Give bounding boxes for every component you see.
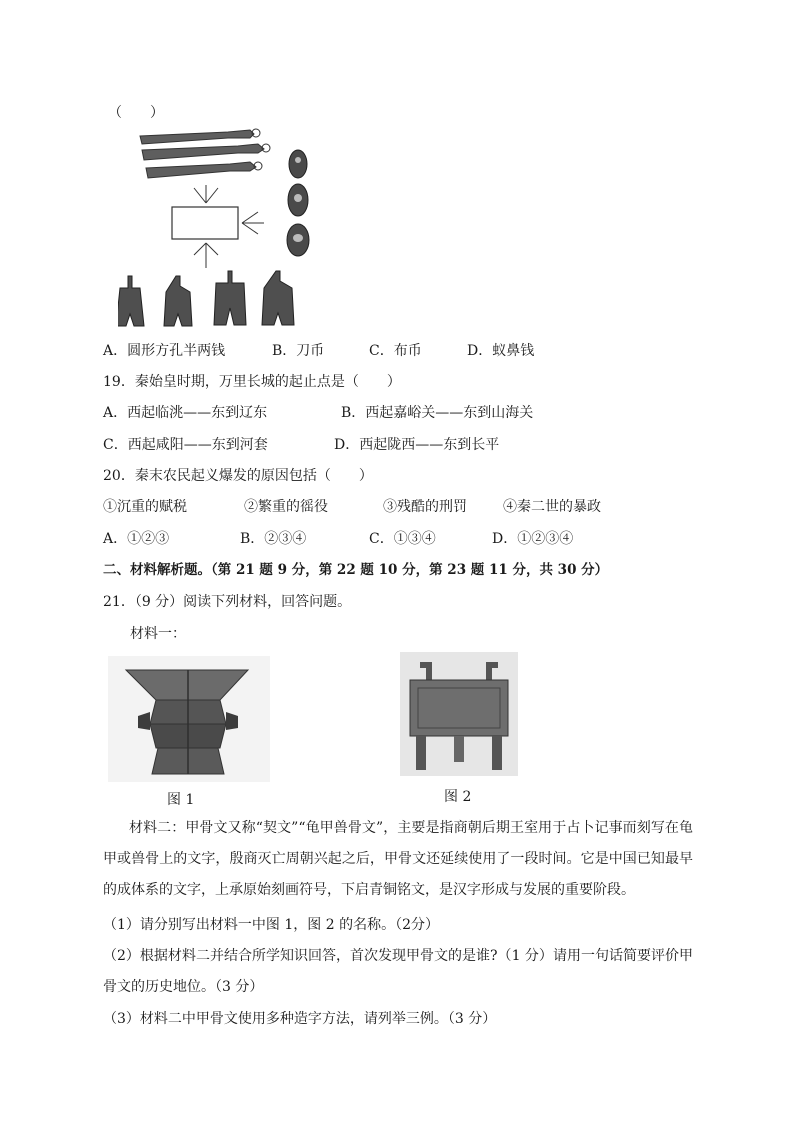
material-1-label: 材料一： [130,626,186,642]
figure-1-bronze-vessel [108,656,270,782]
q18-option-a[interactable]: A．圆形方孔半两钱 [103,343,226,359]
q19-stem: 19．秦始皇时期，万里长城的起止点是（ ） [103,374,401,390]
ancient-coins-diagram [118,128,338,333]
material-2-text: 材料二：甲骨文又称“契文”“龟甲兽骨文”，主要是指商朝后期王室用于占卜记事而刻写在龟甲或兽骨上的文字，殷商灭亡周朝兴起之后，甲骨文还延续使用了一段时间。它是中国已知最早的成体系的文字，上承原始刻画符号，下启青铜铭文，是汉字形成与发展的重要阶段。 [103,820,693,898]
q21-sub-1: （1）请分别写出材料一中图 1，图 2 的名称。（2分） [103,917,439,933]
q18-option-b[interactable]: B．刀币 [272,343,325,359]
q20-stem: 20．秦末农民起义爆发的原因包括（ ） [103,468,373,484]
q19-option-d[interactable]: D．西起陇西——东到长平 [334,437,500,453]
q20-option-a[interactable]: A．①②③ [103,531,170,547]
figure-2-caption: 图 2 [444,789,472,805]
q21-sub-3: （3）材料二中甲骨文使用多种造字方法，请列举三例。（3 分） [103,1011,497,1027]
q20-option-d[interactable]: D．①②③④ [492,531,574,547]
q20-item-3: ③残酷的刑罚 [383,499,467,515]
q20-item-4: ④秦二世的暴政 [503,499,601,515]
section-2-heading: 二、材料解析题。（第 21 题 9 分，第 22 题 10 分，第 23 题 11 分，共 30 分） [103,562,609,578]
q18-option-c[interactable]: C．布币 [369,343,422,359]
q19-option-b[interactable]: B．西起嘉峪关——东到山海关 [341,405,534,421]
q20-option-c[interactable]: C．①③④ [369,531,436,547]
q19-option-a[interactable]: A．西起临洮——东到辽东 [103,405,268,421]
q21-stem: 21．（9 分）阅读下列材料，回答问题。 [103,594,352,610]
q18-option-d[interactable]: D．蚁鼻钱 [467,343,535,359]
q21-sub-2: （2）根据材料二并结合所学知识回答，首次发现甲骨文的是谁?（1 分）请用一句话简要评价甲骨文的历史地位。（3 分） [103,948,693,995]
figure-1-caption: 图 1 [167,792,195,808]
q20-item-1: ①沉重的赋税 [103,499,187,515]
q20-option-b[interactable]: B．②③④ [240,531,307,547]
q20-item-2: ②繁重的徭役 [244,499,328,515]
q19-option-c[interactable]: C．西起咸阳——东到河套 [103,437,268,453]
figure-2-bronze-ding [400,652,518,776]
answer-parentheses: （ ） [108,105,164,121]
